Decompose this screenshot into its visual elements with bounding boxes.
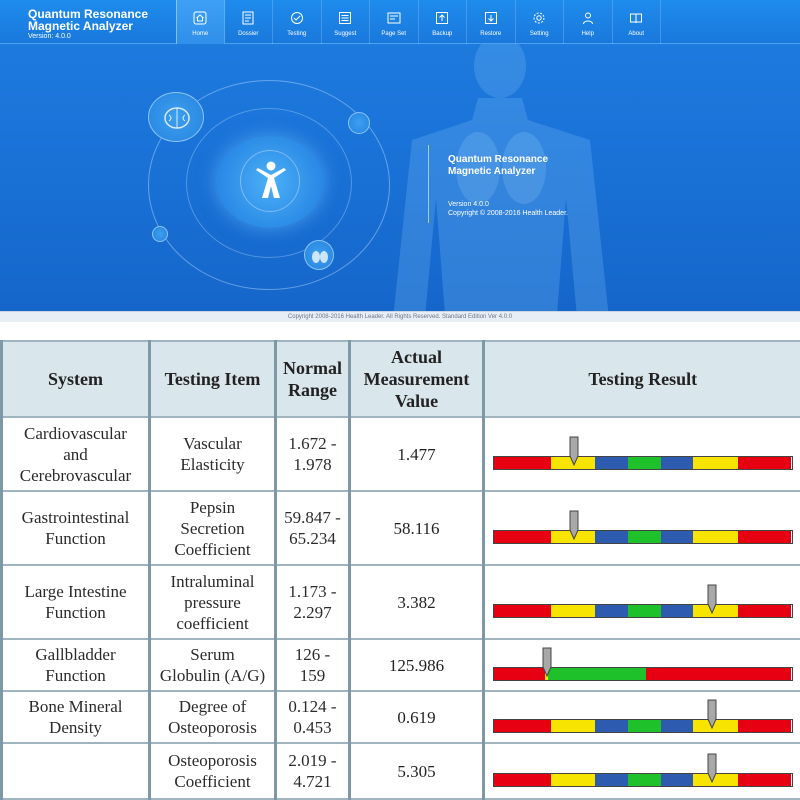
system-line1: Bone Mineral (28, 697, 123, 716)
table-row (2, 417, 800, 491)
table-header-row (2, 341, 800, 417)
toolbar-about-button[interactable] (613, 0, 662, 44)
gauge-segment (551, 720, 596, 732)
gauge-segment (628, 531, 661, 543)
table-row (2, 491, 800, 565)
measurement-value-cell: 1.477 (350, 417, 484, 491)
gauge-segment (738, 774, 792, 786)
header-testing-result: Testing Result (484, 341, 800, 417)
item-line2: Elasticity (180, 455, 245, 474)
normal-range-cell (276, 565, 350, 639)
page-set-icon (387, 11, 401, 25)
item-line1: Vascular (183, 434, 242, 453)
gauge-segment (494, 531, 551, 543)
home-icon (193, 11, 207, 25)
splash-version: Version 4.0.0 (448, 201, 489, 208)
system-cell (2, 565, 150, 639)
gauge-segment (738, 605, 792, 617)
toolbar-testing-label: Testing (287, 31, 307, 37)
normal-range-cell (276, 691, 350, 743)
header-value-line1: Actual (391, 347, 442, 367)
range-line1: 1.173 - (288, 582, 337, 601)
orbit-graphic (120, 80, 430, 290)
header-system: System (2, 341, 150, 417)
toolbar-backup-label: Backup (432, 31, 453, 37)
gauge-segment (548, 668, 646, 680)
gauge-segment (661, 720, 694, 732)
testing-item-cell (150, 639, 276, 691)
suggest-icon (338, 11, 352, 25)
gauge-segment (693, 531, 738, 543)
gauge-segment (494, 668, 545, 680)
normal-range-cell (276, 417, 350, 491)
header-value-line2: Measurement (363, 369, 470, 389)
toolbar-testing-button[interactable] (273, 0, 322, 44)
result-marker-icon (569, 436, 579, 466)
normal-range-cell (276, 743, 350, 799)
gauge-segment (494, 605, 551, 617)
gauge-segment (628, 720, 661, 732)
table-row (2, 639, 800, 691)
item-line2: Coefficient (174, 772, 251, 791)
table-row (2, 565, 800, 639)
item-line2: pressure (184, 592, 241, 612)
gauge-segment (595, 720, 628, 732)
system-line2: Density (49, 718, 102, 737)
main-toolbar (176, 0, 661, 44)
header-normal-range (276, 341, 350, 417)
result-bar-cell (484, 691, 800, 743)
result-bar-cell (484, 565, 800, 639)
gauge-segment (661, 531, 694, 543)
gauge-segment (595, 457, 628, 469)
system-cell (2, 417, 150, 491)
system-line2: Function (45, 666, 106, 685)
gauge-segment (628, 774, 661, 786)
measurement-value-cell: 5.305 (350, 743, 484, 799)
table-row (2, 691, 800, 743)
gauge-segment (661, 457, 694, 469)
result-bar-cell (484, 417, 800, 491)
testing-item-cell (150, 565, 276, 639)
result-gauge-bar (493, 667, 793, 681)
system-cell (2, 743, 150, 799)
item-line2: Secretion (180, 518, 245, 538)
app-window (0, 0, 800, 322)
item-line2: Osteoporosis (168, 718, 257, 737)
result-bar-cell (484, 491, 800, 565)
measurement-value-cell: 58.116 (350, 491, 484, 565)
toolbar-help-label: Help (581, 31, 594, 37)
splash-product-line1: Quantum Resonance (448, 154, 549, 165)
gauge-segment (551, 605, 596, 617)
item-line3: Coefficient (174, 539, 251, 559)
gauge-segment (628, 605, 661, 617)
gauge-segment (595, 531, 628, 543)
toolbar-dossier-label: Dossier (238, 31, 259, 37)
system-line1: Gastrointestinal (21, 508, 130, 527)
results-table (0, 340, 800, 800)
result-bar-cell (484, 639, 800, 691)
range-line2: 0.453 (293, 718, 332, 737)
gauge-segment (661, 774, 694, 786)
gauge-segment (646, 668, 792, 680)
item-line1: Degree of (178, 697, 247, 716)
toolbar-setting-label: Setting (529, 31, 549, 37)
result-marker-icon (569, 510, 579, 540)
range-line2: 159 (299, 666, 326, 685)
gauge-segment (595, 774, 628, 786)
range-line2: 1.978 (293, 455, 332, 474)
toolbar-backup-button[interactable] (419, 0, 468, 44)
app-title (28, 8, 148, 32)
system-line2: and (63, 444, 88, 464)
normal-range-cell (276, 639, 350, 691)
app-title-line2: Magnetic Analyzer (28, 19, 133, 33)
result-gauge-bar (493, 530, 793, 544)
lungs-node-icon (304, 240, 334, 270)
gauge-segment (595, 605, 628, 617)
measurement-value-cell: 0.619 (350, 691, 484, 743)
system-cell (2, 639, 150, 691)
help-icon (581, 11, 595, 25)
result-marker-icon (542, 647, 552, 677)
result-bar-cell (484, 743, 800, 799)
toolbar-home-label: Home (192, 31, 209, 37)
range-line1: 59.847 - (284, 508, 341, 527)
restore-icon (484, 11, 498, 25)
toolbar-page-set-label: Page Set (381, 31, 407, 37)
backup-icon (435, 11, 449, 25)
range-line2: 4.721 (293, 772, 332, 791)
splash-product-name (448, 154, 608, 178)
measurement-value-cell: 3.382 (350, 565, 484, 639)
range-line2: 65.234 (289, 529, 336, 548)
testing-item-cell (150, 491, 276, 565)
system-line2: Function (45, 529, 106, 548)
result-marker-icon (707, 753, 717, 783)
splash-copyright: Copyright © 2008-2016 Health Leader. (448, 210, 568, 217)
stomach-node-icon (348, 112, 370, 134)
gauge-segment (738, 531, 792, 543)
small-node-icon (152, 226, 168, 242)
gauge-segment (693, 457, 738, 469)
range-line2: 2.297 (293, 603, 332, 622)
system-cell (2, 491, 150, 565)
toolbar-suggest-label: Suggest (334, 31, 357, 37)
testing-item-cell (150, 417, 276, 491)
range-line1: 2.019 - (288, 751, 337, 770)
item-line3: coefficient (176, 613, 249, 633)
header-value-line3: Value (394, 391, 439, 411)
result-gauge-bar (493, 456, 793, 470)
testing-item-cell (150, 691, 276, 743)
toolbar-setting-button[interactable] (516, 0, 565, 44)
system-line2: Function (45, 603, 106, 622)
result-gauge-bar (493, 719, 793, 733)
gauge-segment (494, 457, 551, 469)
table-row (2, 743, 800, 799)
header-range-line2: Range (288, 380, 337, 400)
range-line1: 1.672 - (288, 434, 337, 453)
system-line1: Large Intestine (24, 582, 127, 601)
system-cell (2, 691, 150, 743)
item-line1: Osteoporosis (168, 751, 257, 770)
range-line1: 0.124 - (288, 697, 337, 716)
measurement-value-cell: 125.986 (350, 639, 484, 691)
testing-icon (290, 11, 304, 25)
header-testing-item: Testing Item (150, 341, 276, 417)
range-line1: 126 - (294, 645, 331, 664)
gauge-segment (628, 457, 661, 469)
app-version: Version: 4.0.0 (28, 33, 71, 40)
toolbar-home-button[interactable] (176, 0, 225, 44)
toolbar-restore-label: Restore (480, 31, 502, 37)
header-range-line1: Normal (283, 358, 342, 378)
gauge-segment (738, 457, 792, 469)
toolbar-dossier-button[interactable] (225, 0, 274, 44)
header-actual-value (350, 341, 484, 417)
item-line1: Pepsin (189, 497, 236, 517)
result-marker-icon (707, 584, 717, 614)
toolbar-suggest-button[interactable] (322, 0, 371, 44)
toolbar-page-set-button[interactable] (370, 0, 419, 44)
testing-item-cell (150, 743, 276, 799)
test-report (0, 340, 800, 800)
system-line1: Cardiovascular (24, 423, 127, 443)
item-line1: Serum (190, 645, 235, 664)
normal-range-cell (276, 491, 350, 565)
top-bar (0, 0, 800, 44)
about-icon (629, 11, 643, 25)
splash-divider (428, 145, 429, 223)
toolbar-restore-button[interactable] (467, 0, 516, 44)
dossier-icon (241, 11, 255, 25)
item-line1: Intraluminal (170, 571, 255, 591)
toolbar-help-button[interactable] (564, 0, 613, 44)
toolbar-about-label: About (628, 31, 645, 37)
gauge-segment (738, 720, 792, 732)
result-gauge-bar (493, 604, 793, 618)
setting-icon (532, 11, 546, 25)
results-body (2, 417, 800, 799)
brain-node-icon (148, 92, 204, 142)
app-title-line1: Quantum Resonance (28, 7, 149, 21)
result-marker-icon (707, 699, 717, 729)
result-gauge-bar (493, 773, 793, 787)
person-icon (254, 160, 288, 200)
item-line2: Globulin (A/G) (159, 666, 266, 685)
system-line3: Cerebrovascular (19, 465, 132, 485)
splash-product-line2: Magnetic Analyzer (448, 166, 536, 177)
system-line1: Gallbladder (35, 645, 116, 664)
gauge-segment (661, 605, 694, 617)
gauge-segment (551, 774, 596, 786)
gauge-segment (494, 720, 551, 732)
status-bar: Copyright 2008-2016 Health Leader. All Rights Reserved. Standard Edition Ver 4.0.0 (0, 311, 800, 322)
gauge-segment (494, 774, 551, 786)
